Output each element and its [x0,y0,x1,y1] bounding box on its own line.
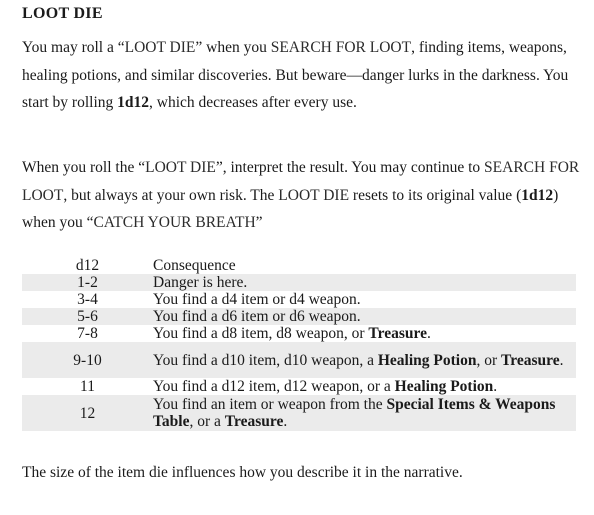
text: ”, interpret the result. You may continue to [215,159,485,176]
roll-cell: 7-8 [77,325,98,342]
rules-paragraph [22,154,582,237]
consequence-cell [153,325,576,342]
text: . [426,325,431,342]
text: You find a d12 item, d12 weapon, or a [153,378,395,395]
text: , finding items, weapons, healing potions, and similar discoveries. But beware—danger lurks in the darkness. You start by rolling [22,39,569,111]
consequence-cell [153,308,576,325]
bold-term: Healing Potion [377,351,477,369]
table-row [22,378,576,395]
intro-paragraph [22,34,582,117]
text: ” when you [195,39,271,56]
text: When you roll the “ [22,159,146,176]
text: You find a d8 item, d8 weapon, or [153,325,369,342]
roll-cell: 12 [22,395,153,431]
text: You find a d6 item or d6 weapon. [153,308,361,325]
text: ) when you “ [22,186,559,231]
text: , or a [189,413,225,430]
consequence-cell [153,378,576,395]
die-value: 1d12 [521,186,554,204]
term-search-for-loot: SEARCH FOR LOOT [270,39,412,56]
table-row [22,291,576,308]
section-title: LOOT DIE [22,5,103,22]
roll-cell: 5-6 [22,308,153,325]
text: . [559,351,564,369]
text: resets to its original value ( [349,186,522,204]
consequence-cell [153,342,576,378]
text: , or [476,351,502,369]
roll-cell: 9-10 [22,342,153,378]
roll-cell: 3-4 [77,291,98,308]
text: Danger is here. [153,274,248,291]
term-search-for-loot: SEARCH FOR LOOT [22,159,580,204]
roll-cell: 11 [80,378,95,395]
table-row [22,342,576,378]
header-roll: d12 [75,257,100,274]
term-loot-die: LOOT DIE [278,186,350,204]
consequence-cell [153,291,576,308]
roll-cell: 1-2 [22,274,153,291]
die-value: 1d12 [117,94,150,111]
term-catch-your-breath: CATCH YOUR BREATH [93,214,256,231]
text: You find a d10 item, d10 weapon, a [153,351,378,369]
table-row [22,395,576,431]
table-header [22,257,576,274]
text: . [283,413,288,430]
text: , which decreases after every use. [149,94,357,111]
footer-note: The size of the item die influences how you describe it in the narrative. [22,464,463,481]
term-loot-die: LOOT DIE [124,39,196,56]
text: , but always at your own risk. The [63,186,279,204]
loot-table [22,257,576,431]
text: . [493,378,498,395]
bold-term: Treasure [224,413,284,430]
header-consequence: Consequence [153,257,236,274]
term-loot-die: LOOT DIE [145,159,216,176]
consequence-cell [153,274,576,291]
bold-term: Special Items & Weapons Table [153,396,556,430]
bold-term: Treasure [501,351,560,369]
text: ” [255,214,263,231]
bold-term: Healing Potion [394,378,494,395]
table-row [22,325,576,342]
text: You find a d4 item or d4 weapon. [153,291,361,308]
table-row [22,274,576,291]
text: You may roll a “ [22,39,125,56]
bold-term: Treasure [368,325,427,342]
text: You find an item or weapon from the [153,396,387,413]
table-row [22,308,576,325]
consequence-cell [153,395,576,431]
